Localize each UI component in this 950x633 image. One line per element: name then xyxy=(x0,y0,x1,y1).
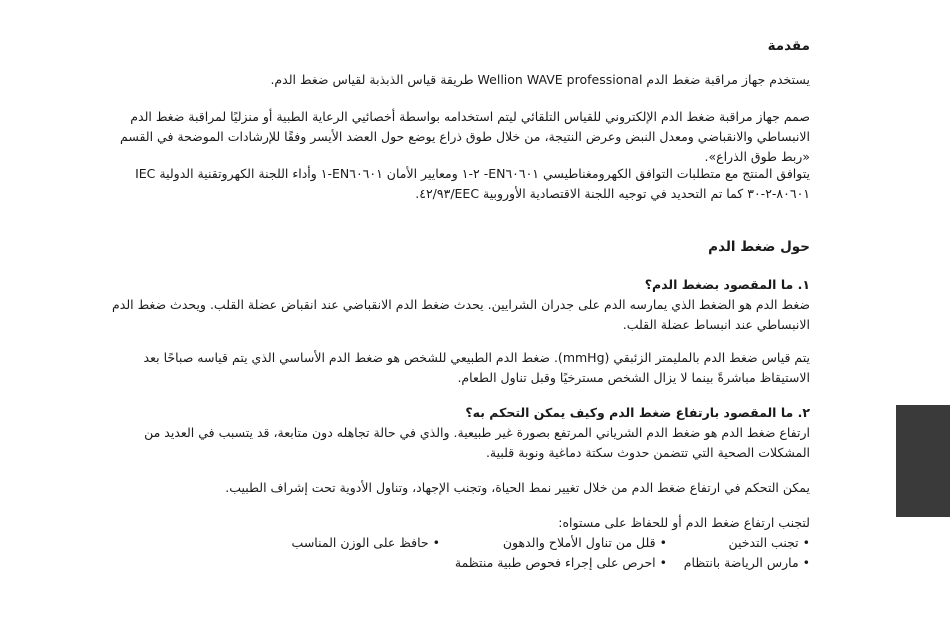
intro-p2-wrap xyxy=(100,107,810,167)
intro-p3-wrap xyxy=(100,164,810,204)
bullet-item: • تجنب التدخين xyxy=(728,535,810,550)
q2-wrap xyxy=(100,403,810,463)
question-2-heading: ٢. ما المقصود بارتفاع ضغط الدم وكيف يمكن التحكم به؟ xyxy=(465,405,810,420)
bullet-item: • مارس الرياضة بانتظام xyxy=(683,555,810,570)
list-intro-wrap xyxy=(100,513,810,533)
intro-paragraph-1: يستخدم جهاز مراقبة ضغط الدم Wellion WAVE professional طريقة قياس الذبذبة لقياس ضغط الدم. xyxy=(270,72,810,87)
answer-1b-paragraph: يتم قياس ضغط الدم بالمليمتر الزئبقي (mmHg). ضغط الدم الطبيعي للشخص هو ضغط الدم الأساسي الذي يتم قياسه صباحًا بعد الاستيقاظ مباشرةً بينما لا يزال الشخص مسترخيًا وقبل تناول الطعام. xyxy=(143,350,810,385)
about-heading: حول ضغط الدم xyxy=(708,239,810,255)
answer-2-paragraph: ارتفاع ضغط الدم هو ضغط الدم الشرياني المرتفع بصورة غير طبيعية. والذي في حالة تجاهله دون متابعة، قد يتسبب في العديد من المشكلات الصحية التي تتضمن حدوث سكتة دماغية ونوبة قلبية. xyxy=(144,425,810,460)
bullet-item: • احرص على إجراء فحوص طبية منتظمة xyxy=(454,555,667,570)
a1b-wrap xyxy=(100,348,810,388)
section-thumb-tab xyxy=(896,405,950,517)
intro-paragraph-2: صمم جهاز مراقبة ضغط الدم الإلكتروني للقياس التلقائي ليتم استخدامه بواسطة أخصائيي الرعاية الطبية أو منزليًا لمراقبة ضغط الدم الانبساطي والانقباضي ومعدل النبض وعرض النتيجة، من خلال طوق ذراع يوضع حول العضد الأيسر وفقًا للإرشادات الموضحة في القسم «ربط طوق الذراع». xyxy=(120,109,810,164)
intro-p1-wrap xyxy=(100,70,810,90)
intro-heading: مقدمة xyxy=(767,38,810,54)
intro-paragraph-3: يتوافق المنتج مع متطلبات التوافق الكهرومغناطيسي EN٦٠٦٠١- ٢-١ ومعايير الأمان EN٦٠٦٠١-١ وأداء اللجنة الكهروتقنية الدولية IEC ٨٠٦٠١-٢-٣٠ كما تم التحديد في توجيه اللجنة الاقتصادية الأوروبية EEC/٤٢/٩٣. xyxy=(135,166,810,201)
q1-wrap xyxy=(100,275,810,335)
bullet-item: • حافظ على الوزن المناسب xyxy=(291,535,440,550)
a2b-wrap xyxy=(100,478,810,498)
about-section xyxy=(100,237,810,257)
answer-2b-paragraph: يمكن التحكم في ارتفاع ضغط الدم من خلال تغيير نمط الحياة، وتجنب الإجهاد، وتناول الأدوية تحت إشراف الطبيب. xyxy=(225,480,810,495)
intro-section xyxy=(100,36,810,56)
question-1-heading: ١. ما المقصود بضغط الدم؟ xyxy=(644,277,810,292)
answer-1-paragraph: ضغط الدم هو الضغط الذي يمارسه الدم على جدران الشرايين. يحدث ضغط الدم الانقباضي عند انقباض عضلة القلب. ويحدث ضغط الدم الانبساطي عند انبساط عضلة القلب. xyxy=(112,297,810,332)
bullet-list xyxy=(130,533,810,573)
list-intro: لتجنب ارتفاع ضغط الدم أو للحفاظ على مستواه: xyxy=(558,515,810,530)
bullet-item: • قلل من تناول الأملاح والدهون xyxy=(502,535,667,550)
